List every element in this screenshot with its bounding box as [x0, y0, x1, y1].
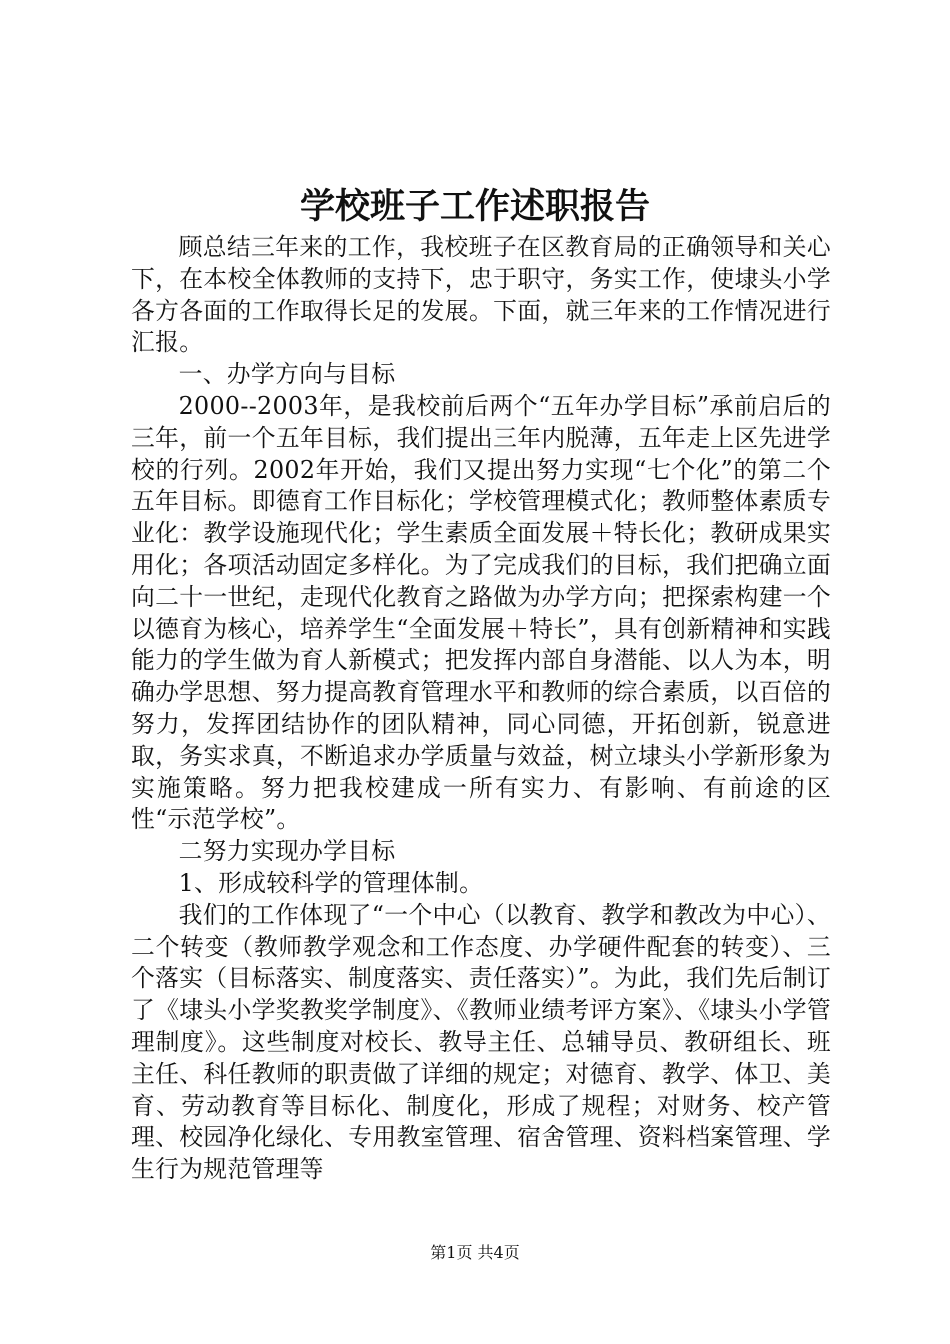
paragraph-goals: 2000--2003年，是我校前后两个“五年办学目标”承前启后的三年，前一个五年目标，我们提出三年内脱薄，五年走上区先进学校的行列。2002年开始，我们又提出努力实现“七个化”的第二个五年目标。即德育工作目标化；学校管理模式化；教师整体素质专业化：教学设施现代化；学生素质全面发展＋特长化；教研成果实用化；各项活动固定多样化。为了完成我们的目标，我们把确立面向二十一世纪，走现代化教育之路做为办学方向；把探索构建一个以德育为核心，培养学生“全面发展＋特长”，具有创新精神和实践能力的学生做为育人新模式；把发挥内部自身潜能、以人为本，明确办学思想、努力提高教育管理水平和教师的综合素质，以百倍的努力，发挥团结协作的团队精神，同心同德，开拓创新，锐意进取，务实求真，不断追求办学质量与效益，树立埭头小学新形象为实施策略。努力把我校建成一所有实力、有影响、有前途的区性“示范学校”。 — [131, 391, 831, 834]
page-number-footer: 第1页 共4页 — [430, 1243, 520, 1262]
paragraph-intro: 顾总结三年来的工作，我校班子在区教育局的正确领导和关心下，在本校全体教师的支持下，忠于职守，务实工作，使埭头小学各方各面的工作取得长足的发展。下面，就三年来的工作情况进行汇报。 — [131, 233, 831, 357]
subsection-heading-management: 1、形成较科学的管理体制。 — [178, 868, 484, 897]
section-heading-implementation: 二努力实现办学目标 — [178, 837, 396, 866]
paragraph-management: 我们的工作体现了“一个中心（以教育、教学和教改为中心）、二个转变（教师教学观念和工作态度、办学硬件配套的转变）、三个落实（目标落实、制度落实、责任落实）”。为此，我们先后制订了《埭头小学奖教奖学制度》、《教师业绩考评方案》、《埭头小学管理制度》。这些制度对校长、教导主任、总辅导员、教研组长、班主任、科任教师的职责做了详细的规定；对德育、教学、体卫、美育、劳动教育等目标化、制度化，形成了规程；对财务、校产管理、校园净化绿化、专用教室管理、宿舍管理、资料档案管理、学生行为规范管理等 — [131, 900, 831, 1184]
document-title: 学校班子工作述职报告 — [299, 186, 650, 227]
section-heading-direction: 一、办学方向与目标 — [178, 360, 396, 389]
document-body — [131, 232, 831, 1186]
